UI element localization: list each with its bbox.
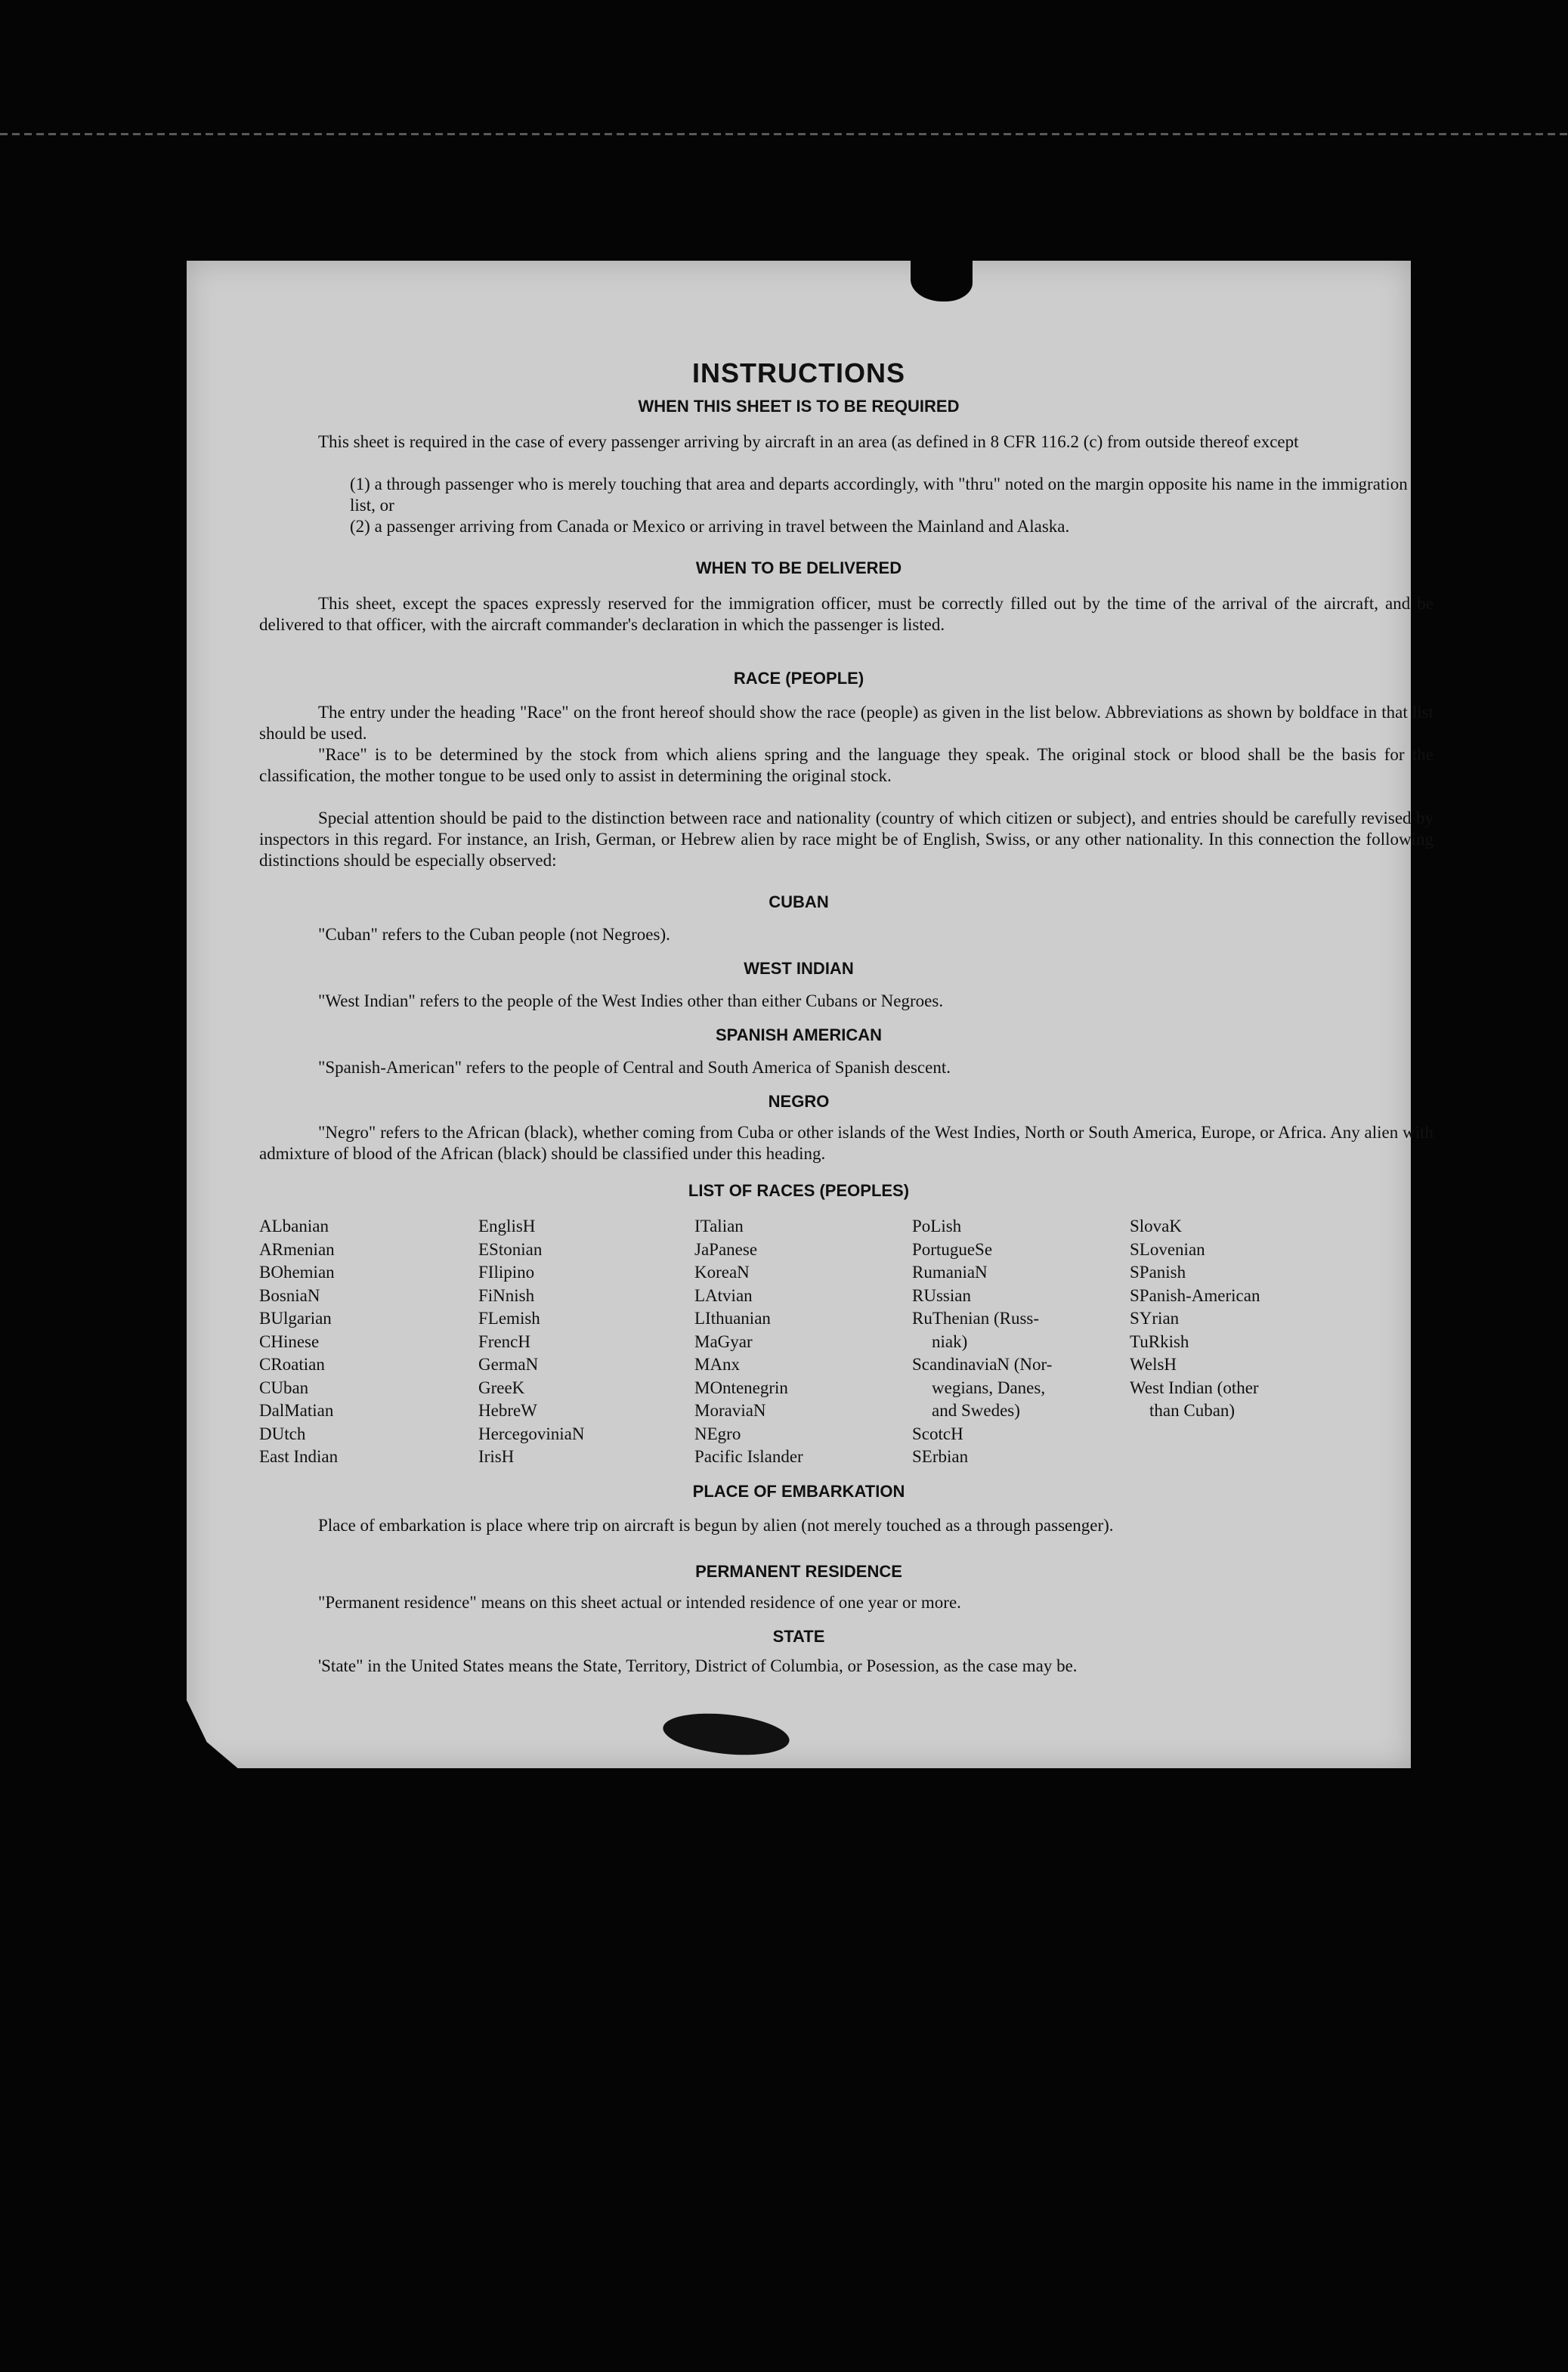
race-item: GermaN [478,1355,539,1374]
heading-negro: NEGRO [768,1092,830,1111]
race-item: MAnx [694,1355,741,1374]
race-item: BOhemian [259,1263,335,1282]
heading-list-of-races: LIST OF RACES (PEOPLES) [688,1181,910,1200]
race-item: Pacific Islander [694,1447,803,1466]
race-item: IrisH [478,1447,515,1466]
race-item: GreeK [478,1378,525,1397]
page-title: INSTRUCTIONS [692,357,905,388]
race-item: West Indian (other [1130,1378,1259,1397]
race-item: than Cuban) [1149,1401,1236,1420]
race-item: PortugueSe [912,1239,993,1259]
para-embarkation: Place of embarkation is place where trip on aircraft is begun by alien (not merely touched as a through passenger). [318,1516,1114,1535]
race-item: KoreaN [694,1263,750,1282]
race-item: EStonian [478,1239,543,1259]
race-item: LAtvian [694,1285,753,1305]
list-item: (1) a through passenger who is merely touching that area and departs accordingly, with "thru" noted on the margin opposite his name in the immigration list, or [350,475,1408,515]
heading-residence: PERMANENT RESIDENCE [695,1562,902,1581]
race-item: FiNnish [478,1285,535,1305]
instruction-sheet [187,261,1433,1768]
race-item: ITalian [694,1217,744,1235]
para-race-1: The entry under the heading "Race" on the front hereof should show the race (people) as given in the list below. Abbreviations as shown by boldface in that list should be used. [259,703,1433,743]
race-item: FIlipino [478,1263,535,1282]
para-race-3: Special attention should be paid to the distinction between race and nationality (country of which citizen or subject), and entries should be carefully revised by inspectors in this regard. For instance, an Irish, German, or Hebrew alien by race might be of English, Swiss, or any other nationality. In this connection the following distinctions should be especially observed: [259,809,1433,870]
race-item: SlovaK [1130,1217,1182,1235]
race-item: SErbian [912,1447,969,1466]
para-negro: "Negro" refers to the African (black), whether coming from Cuba or other islands of the West Indies, North or South America, Europe, or Africa. Any alien with admixture of blood of the African (black) should be classified under this heading. [259,1123,1433,1163]
heading-state: STATE [772,1627,825,1646]
race-item: EnglisH [478,1217,536,1235]
race-item: NEgro [694,1424,741,1443]
race-item: MoraviaN [694,1401,766,1420]
race-item: and Swedes) [932,1401,1020,1420]
race-item: TuRkish [1130,1331,1189,1351]
race-item: MOntenegrin [694,1378,788,1397]
torn-corner [187,1700,240,1770]
para-when-delivered: This sheet, except the spaces expressly reserved for the immigration officer, must be correctly filled out by the time of the arrival of the aircraft, and be delivered to that officer, with the aircraft commander's declaration in which the passenger is listed. [259,594,1433,634]
race-item: SPanish-American [1130,1285,1260,1305]
heading-cuban: CUBAN [769,892,829,911]
race-column-3 [694,1215,803,1469]
race-item: FLemish [478,1309,540,1328]
race-column-5 [1130,1215,1260,1423]
race-item: ScotcH [912,1424,963,1443]
para-residence: "Permanent residence" means on this sheet actual or intended residence of one year or more. [318,1593,961,1612]
race-item: BUlgarian [259,1309,332,1328]
heading-when-delivered: WHEN TO BE DELIVERED [695,558,902,577]
race-item: HercegoviniaN [478,1424,585,1443]
race-column-1 [259,1215,338,1469]
heading-spanish-american: SPANISH AMERICAN [715,1025,882,1044]
race-item: WelsH [1130,1355,1177,1374]
race-item: CUban [259,1378,309,1397]
race-item: RumaniaN [912,1263,988,1282]
race-item: RUssian [912,1285,971,1305]
para-west-indian: "West Indian" refers to the people of the West Indies other than either Cubans or Negroes. [318,991,944,1010]
para-cuban: "Cuban" refers to the Cuban people (not Negroes). [318,925,670,944]
race-column-4 [912,1215,1052,1469]
race-item: SLovenian [1130,1239,1205,1259]
heading-west-indian: WEST INDIAN [744,959,854,978]
race-item: ALbanian [259,1217,329,1235]
scan-border-line [0,133,1568,135]
para-when-required: This sheet is required in the case of every passenger arriving by aircraft in an area (as defined in 8 CFR 116.2 (c) from outside thereof except [318,432,1299,451]
race-item: JaPanese [694,1239,758,1259]
race-item: SPanish [1130,1263,1186,1282]
heading-embarkation: PLACE OF EMBARKATION [692,1482,905,1501]
race-item: PoLish [912,1217,962,1235]
race-column-2 [478,1215,585,1469]
race-item: FrencH [478,1331,530,1351]
race-item: ScandinaviaN (Nor- [912,1355,1053,1374]
race-item: CRoatian [259,1355,325,1374]
race-item: MaGyar [694,1331,753,1351]
torn-hole-bottom [661,1708,792,1760]
heading-race: RACE (PEOPLE) [733,669,864,688]
race-item: HebreW [478,1401,537,1420]
para-race-2: "Race" is to be determined by the stock from which aliens spring and the language they speak. The original stock or blood shall be the basis for the classification, the mother tongue to be used only to assist in determining the original stock. [259,745,1433,785]
race-item: wegians, Danes, [932,1378,1046,1397]
race-item: niak) [932,1331,968,1351]
race-item: BosniaN [259,1285,320,1305]
race-item: East Indian [259,1447,339,1466]
race-item: LIthuanian [694,1309,771,1328]
race-item: DUtch [259,1424,306,1443]
torn-hole-top [911,259,973,302]
race-item: SYrian [1130,1309,1180,1328]
heading-when-required: WHEN THIS SHEET IS TO BE REQUIRED [638,397,960,416]
list-item: (2) a passenger arriving from Canada or Mexico or arriving in travel between the Mainland and Alaska. [350,517,1070,536]
race-item: DalMatian [259,1401,334,1420]
para-state: 'State" in the United States means the State, Territory, District of Columbia, or Posession, as the case may be. [318,1656,1078,1675]
race-item: RuThenian (Russ- [912,1309,1040,1328]
para-spanish-american: "Spanish-American" refers to the people of Central and South America of Spanish descent. [318,1058,951,1077]
race-item: ARmenian [259,1239,335,1259]
race-item: CHinese [259,1331,320,1351]
